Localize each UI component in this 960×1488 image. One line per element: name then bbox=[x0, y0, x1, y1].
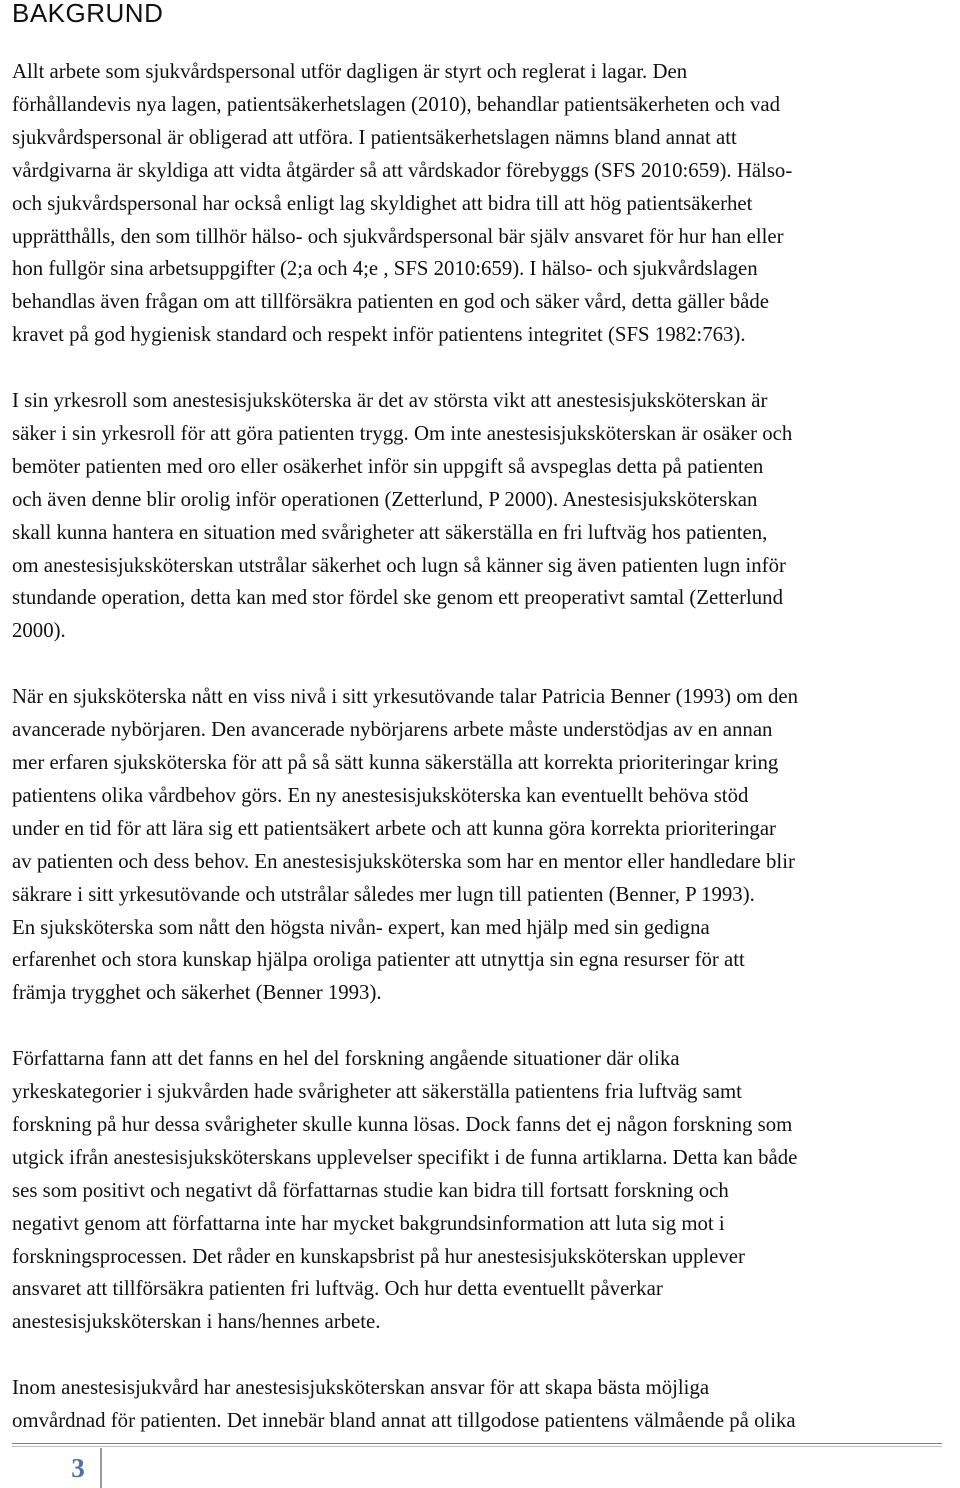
text-line: mer erfaren sjuksköterska för att på så sätt kunna säkerställa att korrekta prioriteringar kring bbox=[12, 751, 779, 774]
text-line: patientens olika vårdbehov görs. En ny anestesisjuksköterska kan eventuellt behöva stöd bbox=[12, 783, 749, 807]
text-line: säker i sin yrkesroll för att göra patienten trygg. Om inte anestesisjuksköterskan är osäker och bbox=[12, 421, 793, 445]
text-line: negativt genom att författarna inte har mycket bakgrundsinformation att luta sig mot i bbox=[12, 1211, 725, 1235]
text-line: yrkeskategorier i sjukvården hade svårigheter att säkerställa patientens fria luftväg samt bbox=[12, 1080, 742, 1104]
text-line: och även denne blir orolig inför operationen (Zetterlund, P 2000). Anestesisjuksköterskan bbox=[12, 487, 758, 511]
text-line: När en sjuksköterska nått en viss nivå i sitt yrkesutövande talar Patricia Benner (1993) om den bbox=[12, 685, 799, 709]
text-line: Inom anestesisjukvård har anestesisjuksköterskan ansvar för att skapa bästa möjliga bbox=[12, 1376, 710, 1400]
paragraph-4 bbox=[12, 912, 952, 1011]
paragraph-5 bbox=[12, 1043, 952, 1339]
text-line: omvårdnad för patienten. Det innebär bland annat att tillgodose patientens välmående på olika bbox=[12, 1409, 796, 1433]
text-line: ansvaret att tillförsäkra patienten fri luftväg. Och hur detta eventuellt påverkar bbox=[12, 1277, 663, 1301]
text-line: upprätthålls, den som tillhör hälso- och sjukvårdspersonal bär själv ansvaret för hur han eller bbox=[12, 224, 784, 248]
section-heading: BAKGRUND bbox=[12, 0, 164, 28]
text-line: kravet på god hygienisk standard och respekt inför patientens integritet (SFS 1982:763). bbox=[12, 323, 746, 347]
paragraph-6 bbox=[12, 1372, 952, 1438]
text-line: 2000). bbox=[12, 619, 66, 643]
text-line: Författarna fann att det fanns en hel del forskning angående situationer där olika bbox=[12, 1047, 680, 1071]
text-line: Allt arbete som sjukvårdspersonal utför dagligen är styrt och reglerat i lagar. Den bbox=[12, 60, 688, 83]
text-line: av patienten och dess behov. En anestesisjuksköterska som har en mentor eller handledare blir bbox=[12, 849, 795, 873]
text-line: stundande operation, detta kan med stor fördel ske genom ett preoperativt samtal (Zetterlund bbox=[12, 586, 783, 610]
paragraph-2 bbox=[12, 385, 952, 648]
text-line: erfarenhet och stora kunskap hjälpa oroliga patienter att utnyttja sin egna resurser för att bbox=[12, 948, 745, 972]
text-line: om anestesisjuksköterskan utstrålar säkerhet och lugn så känner sig även patienten lugn inför bbox=[12, 553, 786, 577]
text-line: förhållandevis nya lagen, patientsäkerhetslagen (2010), behandlar patientsäkerheten och vad bbox=[12, 92, 781, 116]
text-line: anestesisjuksköterskan i hans/hennes arbete. bbox=[12, 1310, 381, 1334]
text-line: forskningsprocessen. Det råder en kunskapsbrist på hur anestesisjuksköterskan upplever bbox=[12, 1244, 745, 1268]
text-line: sjukvårdspersonal är obligerad att utföra. I patientsäkerhetslagen nämns bland annat att bbox=[12, 125, 737, 149]
text-line: säkrare i sitt yrkesutövande och utstrålar således mer lugn till patienten (Benner, P 1993). bbox=[12, 882, 755, 906]
body-text bbox=[12, 56, 952, 1471]
text-line: forskning på hur dessa svårigheter skulle kunna lösas. Dock fanns det ej någon forskning som bbox=[12, 1112, 793, 1136]
footer-divider-shadow bbox=[12, 1446, 942, 1447]
page-number: 3 bbox=[71, 1453, 85, 1483]
text-line: och sjukvårdspersonal har också enligt lag skyldighet att bidra till att hög patientsäkerhet bbox=[12, 191, 753, 215]
paragraph-3 bbox=[12, 681, 952, 911]
text-line: ses som positivt och negativt då författarnas studie kan bidra till fortsatt forskning och bbox=[12, 1178, 729, 1202]
text-line: hon fullgör sina arbetsuppgifter (2;a och 4;e , SFS 2010:659). I hälso- och sjukvårdslagen bbox=[12, 257, 758, 281]
text-line: utgick ifrån anestesisjuksköterskans upplevelser specifikt i de funna artiklarna. Detta kan både bbox=[12, 1145, 798, 1169]
text-line: behandlas även frågan om att tillförsäkra patienten en god och säker vård, detta gäller både bbox=[12, 290, 770, 314]
text-line: främja trygghet och säkerhet (Benner 1993). bbox=[12, 981, 382, 1005]
text-line: under en tid för att lära sig ett patientsäkert arbete och att kunna göra korrekta prioriteringar bbox=[12, 816, 776, 840]
text-line: En sjuksköterska som nått den högsta nivån- expert, kan med hjälp med sin gedigna bbox=[12, 915, 710, 939]
text-line: bemöter patienten med oro eller osäkerhet inför sin uppgift så avspeglas detta på patienten bbox=[12, 454, 764, 478]
paragraph-1 bbox=[12, 56, 952, 352]
footer-divider bbox=[12, 1443, 942, 1444]
text-line: vårdgivarna är skyldiga att vidta åtgärder så att vårdskador förebyggs (SFS 2010:659). Hälso- bbox=[12, 158, 793, 182]
text-line: avancerade nybörjaren. Den avancerade nybörjarens arbete måste understödjas av en annan bbox=[12, 718, 773, 742]
text-line: I sin yrkesroll som anestesisjuksköterska är det av största vikt att anestesisjuksköterskan är bbox=[12, 389, 768, 413]
text-line: skall kunna hantera en situation med svårigheter att säkerställa en fri luftväg hos patienten, bbox=[12, 520, 768, 544]
page-number-divider bbox=[100, 1448, 102, 1488]
